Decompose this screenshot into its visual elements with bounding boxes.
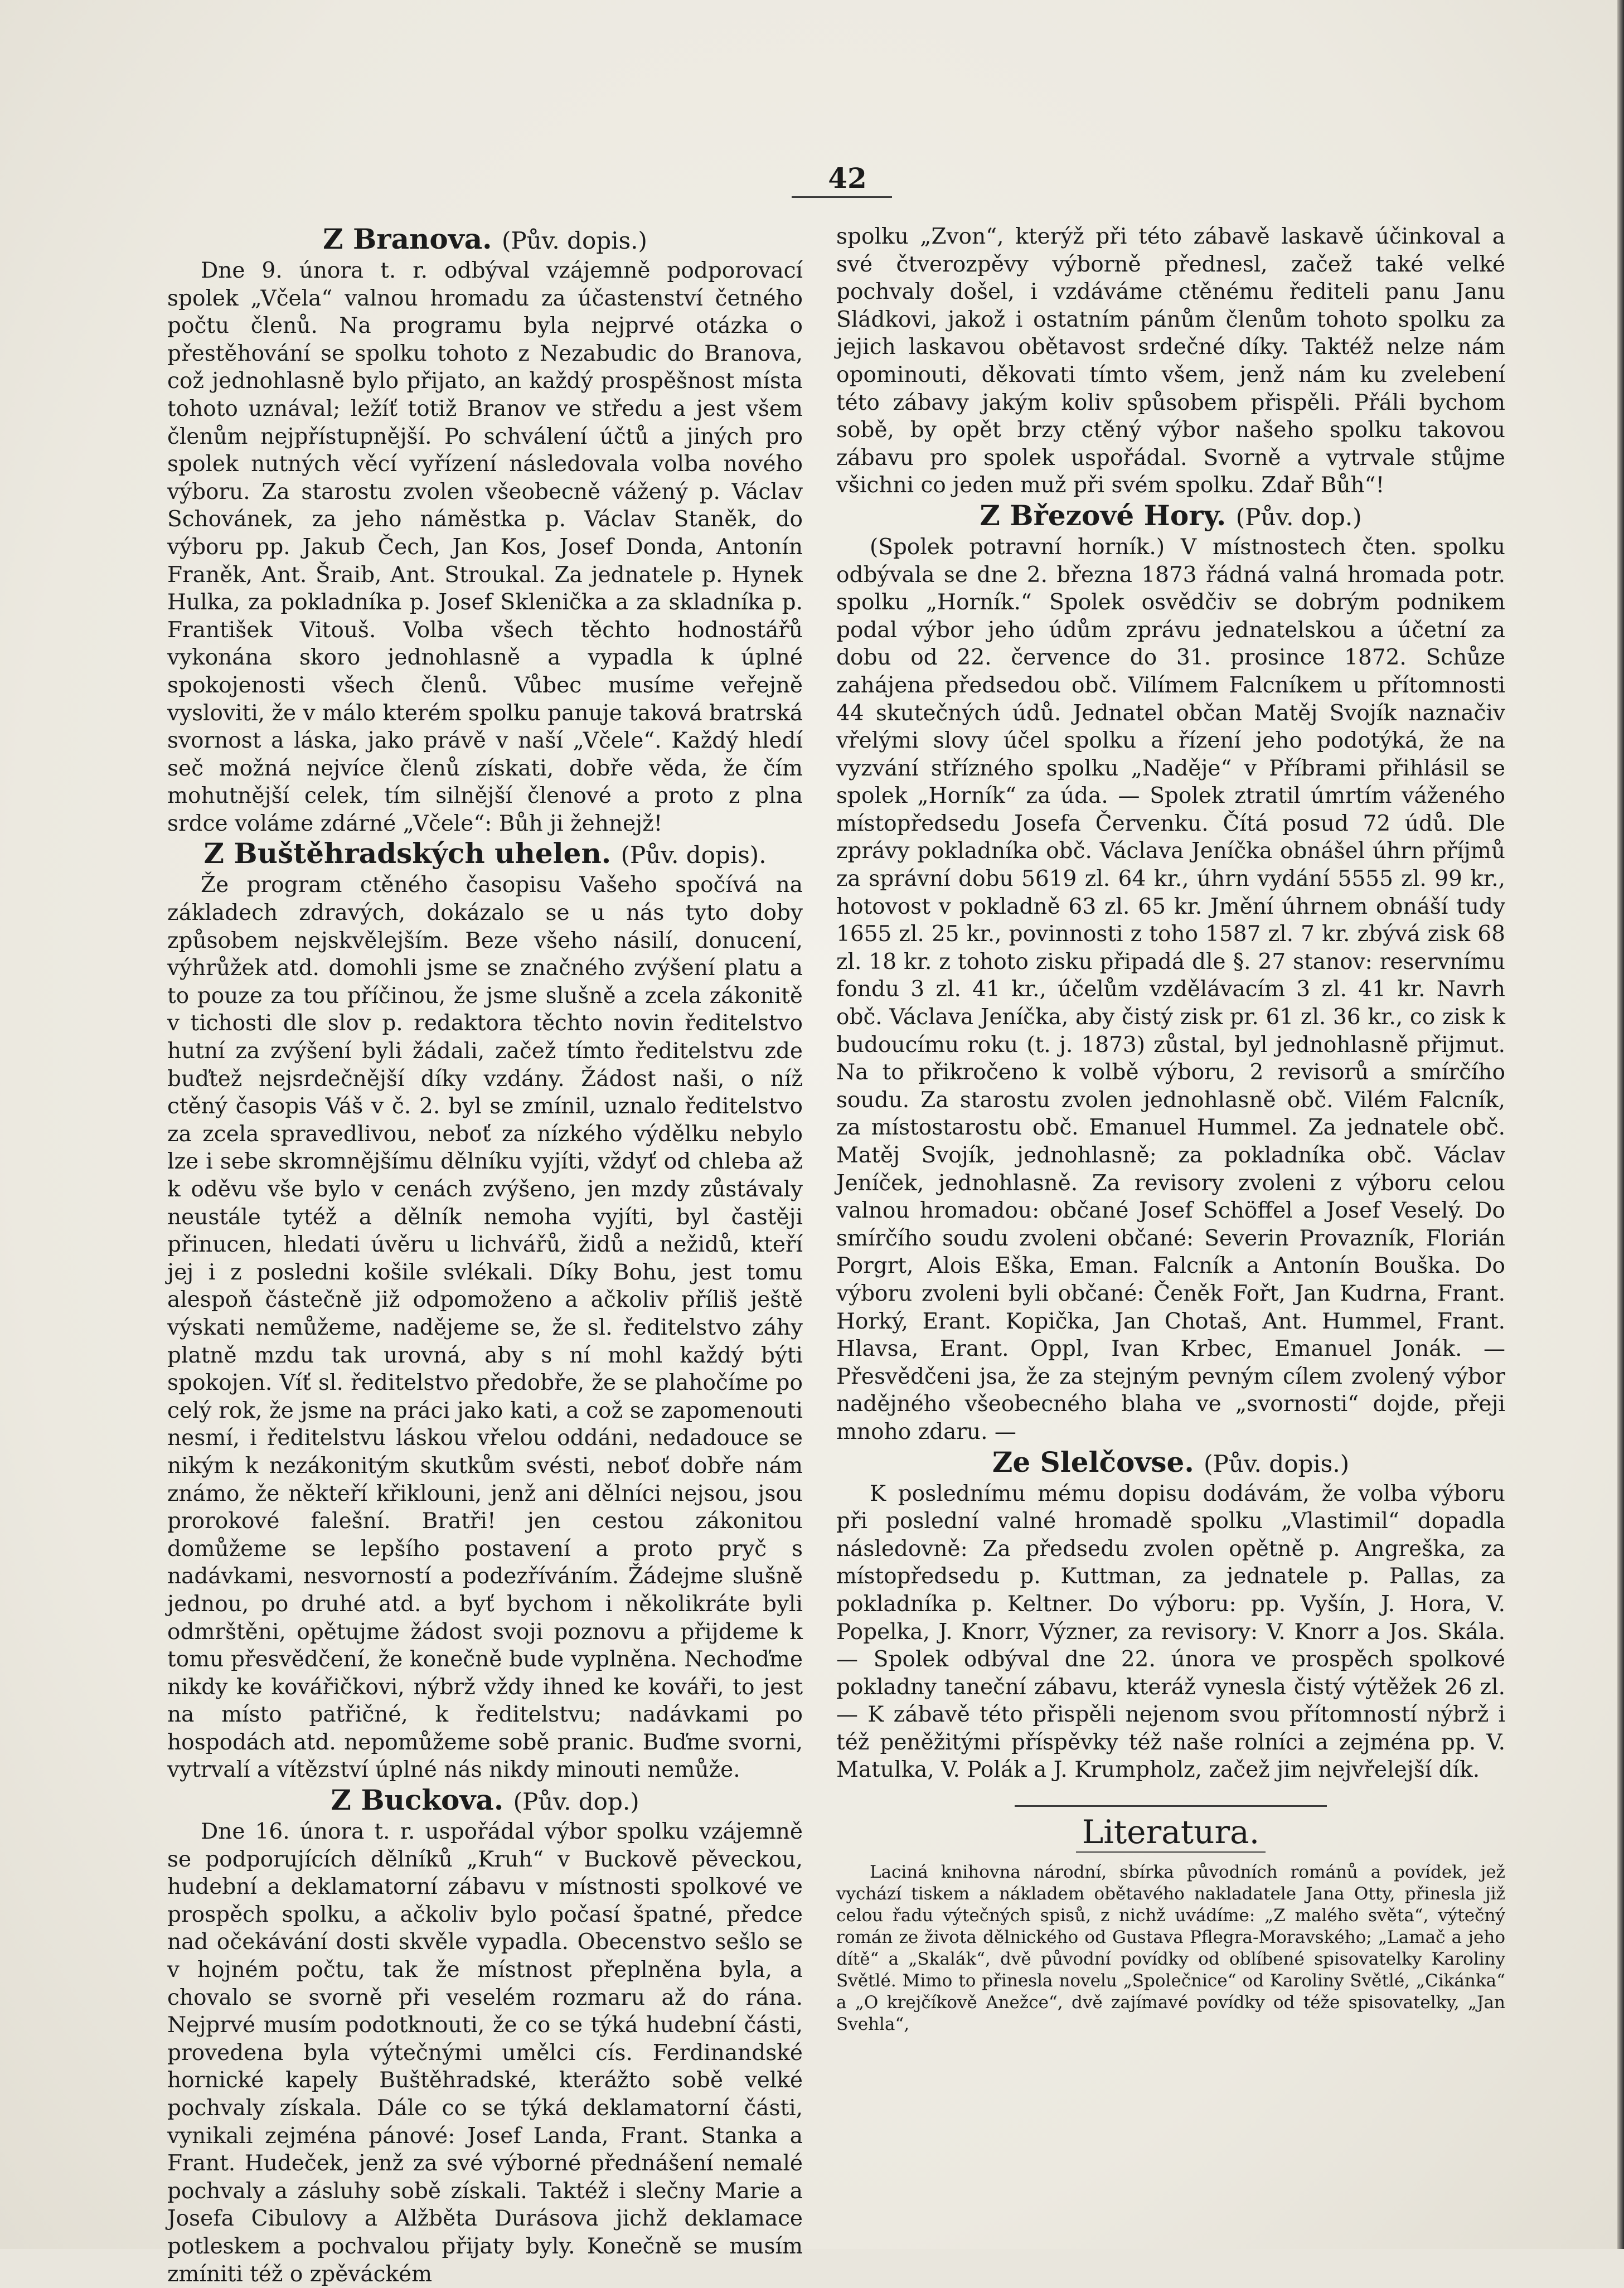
heading-title: Z Buckova. [331, 1783, 504, 1817]
section-heading-buckov [167, 1784, 803, 1818]
section-heading-bustehrad [167, 837, 803, 871]
right-column [836, 223, 1505, 2035]
article-slelcovse: K poslednímu mému dopisu dodávám, že volba výboru při poslední valné hromadě spolku „Vlastimil“ dopadla následovně: Za předsedu zvolen opětně p. Angreška, za místopředsedu p. Kuttman, za jednatele p. Pallas, za pokladníka p. Keltner. Do výboru: pp. Vyšín, J. Hora, V. Popelka, J. Knorr, Význer, za revisory: V. Knorr a Jos. Skála. — Spolek odbýval dne 22. února ve prospěch spolkové pokladny taneční zábavu, kteráž vynesla čistý výtěžek 26 zl. — K zábavě této přispěli nejenom svou přítomností nýbrž i též peněžitými příspěvky též naše rolníci a zejména pp. V. Matulka, V. Polák a J. Krumpholz, začež jim nejvřelejší dík. [836, 1481, 1505, 1783]
literature-title: Literatura. [1082, 1813, 1260, 1851]
article-brezove-hory: (Spolek potravní horník.) V místnostech čten. spolku odbývala se dne 2. března 1873 řádná valná hromada potr. spolku „Horník.“ Spolek osvědčiv se dobrým podnikem podal výbor jeho údům zprávu jednatelskou a účetní za dobu od 22. července do 31. prosince 1872. Schůze zahájena předsedou obč. Vilímem Falcníkem u přítomnosti 44 skutečných údů. Jednatel občan Matěj Svojík naznačiv vřelými slovy účel spolku a řízení jeho podotýká, že na vyzvání střízného spolku „Naděje“ v Příbrami přihlásil se spolek „Horník“ za úda. — Spolek ztratil úmrtím váženého místopředsedu Josefa Červenku. Čítá posud 72 údů. Dle zprávy pokladníka obč. Václava Jeníčka obnášel úhrn příjmů za správní dobu 5619 zl. 64 kr., úhrn vydání 5555 zl. 99 kr., hotovost v pokladně 63 zl. 65 kr. Jmění úhrnem obnáší tudy 1655 zl. 25 kr., povinnosti z toho 1587 zl. 7 kr. zbývá zisk 68 zl. 18 kr. z tohoto zisku připadá dle §. 27 stanov: reservnímu fondu 3 zl. 41 kr., účelům vzdělávacím 3 zl. 41 kr. Navrh obč. Václava Jeníčka, aby čistý zisk pr. 61 zl. 36 kr., co zisk k budoucímu roku (t. j. 1873) zůstal, byl jednohlasně přijmut. Na to přikročeno k volbě výboru, 2 revisorů a smírčího soudu. Za starostu zvolen jednohlasně obč. Vilém Falcník, za místostarostu obč. Emanuel Hummel. Za jednatele obč. Matěj Svojík, jednohlasně; za pokladníka obč. Václav Jeníček, jednohlasně. Za revisory zvoleni z výboru celou valnou hromadou: občané Josef Schöffel a Josef Veselý. Do smírčího soudu zvoleni občané: Severin Provazník, Florián Porgrt, Alois Eška, Eman. Falcník a Antonín Bouška. Do výboru zvoleni byli občané: Čeněk Fořt, Jan Kudrna, Frant. Horký, Erant. Kopička, Jan Chotaš, Ant. Hummel, Frant. Hlavsa, Erant. Oppl, Ivan Krbec, Emanuel Jonák. — Přesvědčeni jsa, že za stejným pevným cílem zvolený výbor nadějného všeobecného blaha ve „svornosti“ dojde, přeji mnoho zdaru. — [836, 534, 1505, 1444]
scan-edge [1617, 0, 1624, 2249]
heading-title: Z Buštěhradských uhelen. [203, 837, 612, 870]
article-branov: Dne 9. února t. r. odbýval vzájemně podporovací spolek „Včela“ valnou hromadu za účastenství četného počtu členů. Na programu byla nejprvé otázka o přestěhování se spolku tohoto z Nezabudic do Branova, což jednohlasně bylo přijato, an každý prospěšnost místa tohoto uznával; ležíť totiž Branov ve středu a jest všem členům nejpřístupnější. Po schválení účtů a jiných pro spolek nutných věcí vyřízení následovala volba nového výboru. Za starostu zvolen všeobecně vážený p. Václav Schovánek, za jeho náměstka p. Václav Staněk, do výboru pp. Jakub Čech, Jan Kos, Josef Donda, Antonín Franěk, Ant. Šraib, Ant. Stroukal. Za jednatele p. Hynek Hulka, za pokladníka p. Josef Sklenička a za skladníka p. František Vitouš. Volba všech těchto hodnostářů vykonána skoro jednohlasně a vypadla k úplné spokojenosti všech členů. Vůbec musíme veřejně vysloviti, že v málo kterém spolku panuje taková bratrská svornost a láska, jako právě v naší „Včele“. Každý hledí seč možná nejvíce členů získati, dobře věda, že čím mohutnější celek, tím silnější členové a proto z plna srdce voláme zdárné „Včele“: Bůh ji žehnejž! [167, 258, 803, 836]
heading-source: (Pův. dopis). [620, 841, 767, 869]
literature-text: Laciná knihovna národní, sbírka původních románů a povídek, jež vychází tiskem a nákladem obětavého nakladatele Jana Otty, přinesla již celou řadu výtečných spisů, z nichž uvádíme: „Z malého světa“, výtečný román ze života dělnického od Gustava Pflegra-Moravského; „Lamač a jeho dítě“ a „Skalák“, dvě původní povídky od oblíbené spisovatelky Karoliny Světlé. Mimo to přinesla novelu „Společnice“ od Karoliny Světlé, „Cikánka“ a „O krejčíkově Anežce“, dvě zajímavé povídky od téže spisovatelky, „Jan Svehla“, [836, 1862, 1505, 2035]
heading-source: (Pův. dopis.) [1204, 1450, 1350, 1477]
section-heading-branov [167, 223, 803, 257]
article-bustehrad: Že program ctěného časopisu Vašeho spočívá na základech zdravých, dokázalo se u nás tyto doby způsobem nejskvělejším. Beze všeho násilí, donucení, výhrůžek atd. domohli jsme se značného zvýšení platu a to pouze za tou příčinou, že jsme slušně a zcela zákonitě v tichosti dle slov p. redaktora těchto novin ředitelstvo hutní za zvýšení byli žádali, začež tímto ředitelstvu zde buďtež nejsrdečnější díky vzdány. Žádost naši, o níž ctěný časopis Váš v č. 2. byl se zmínil, uznalo ředitelstvo za zcela spravedlivou, neboť za nízkého výdělku nebylo lze i sebe skromnějšímu dělníku vyjíti, vždyť od chleba až k oděvu vše bylo v cenách zvýšeno, jen mzdy zůstávaly neustále tytéž a dělník nemoha vyjíti, byl častěji přinucen, hledati úvěru u lichvářů, židů a nežidů, kteří jej i z posledni košile svlékali. Díky Bohu, jest tomu alespoň částečně již odpomoženo a ačkoliv příliš ještě výskati nemůžeme, nadějeme se, že sl. ředitelstvo záhy platně mzdu tak urovná, aby s ní mohl každý býti spokojen. Víť sl. ředitelstvo předobře, že se plahočíme po celý rok, že jsme na práci jako kati, a což se zapomenouti nesmí, i ředitelstvu láskou vřelou oddáni, nedadouce se nikým k nezákonitým skutkům svésti, neboť dobře nám známo, že někteří křiklouni, jenž ani dělníci nejsou, jsou prorokové falešní. Bratři! jen cestou zákonitou domůžeme se lepšího postavení a proto pryč s nadávkami, nesvorností a podezříváním. Žádejme slušně jednou, po druhé atd. a byť bychom i několikráte byli odmrštěni, opětujme žádost svoji poznovu a přijdeme k tomu přesvědčení, že konečně bude vyplněna. Nechoďme nikdy ke kovářičkovi, nýbrž vždy ihned ke kováři, to jest na místo patřičné, k ředitelstvu; nadávkami po hospodách atd. nepomůžeme sobě pranic. Buďme svorni, vytrvalí a vítězství úplné nás nikdy minouti nemůže. [167, 872, 803, 1783]
left-column [167, 223, 803, 2288]
heading-title: Ze Slelčovse. [992, 1445, 1194, 1479]
heading-source: (Pův. dop.) [1235, 503, 1362, 531]
article-buckov: Dne 16. února t. r. uspořádal výbor spolku vzájemně se podporujících dělníků „Kruh“ v Buckově pěveckou, hudební a deklamatorní zábavu v místnosti spolkové ve prospěch spolku, a ačkoliv bylo počasí špatné, předce nad očekávání dosti skvěle vypadla. Obecenstvo sešlo se v hojném počtu, tak že místnost přeplněna byla, a chovalo se svorně při veselém rozmaru až do rána. Nejprvé musím podotknouti, že co se týká hudební části, provedena byla výtečnými umělci cís. Ferdinandské hornické kapely Buštěhradské, kterážto sobě velké pochvaly získala. Dále co se týká deklamatorní části, vynikali zejména pánové: Josef Landa, Frant. Stanka a Frant. Hudeček, jenž za své výborné přednášení nemalé pochvaly a zásluhy sobě získali. Taktéž i slečny Marie a Josefa Cibulovy a Alžběta Durásova jichž deklamace potleskem a pochvalou přijaty byly. Konečně se musím zmíniti též o zpěváckém [167, 1819, 803, 2287]
page-number: 42 [828, 162, 867, 195]
article-buckov-continued: spolku „Zvon“, kterýž při této zábavě laskavě účinkoval a své čtverozpěvy výborně přednesl, začež také velké pochvaly došel, i vzdáváme ctěnému řediteli panu Janu Sládkovi, jakož i ostatním pánům členům tohoto spolku za jejich laskavou obětavost srdečné díky. Taktéž nelze nám opominouti, děkovati tímto všem, jenž nám ku zvelebení této zábavy jakým koliv spůsobem přispěli. Přáli bychom sobě, by opět brzy ctěný výbor našeho spolku takovou zábavu pro spolek uspořádal. Svorně a vytrvale stůjme všichni co jeden muž při svém spolku. Zdař Bůh“! [836, 224, 1505, 498]
heading-title: Z Branova. [323, 222, 492, 255]
heading-source: (Pův. dopis.) [501, 227, 647, 254]
heading-title: Z Březové Hory. [980, 498, 1227, 532]
page-number-rule [792, 196, 892, 198]
section-heading-brezove-hory [836, 500, 1505, 534]
section-heading-slelcovse [836, 1446, 1505, 1480]
literature-top-rule [1015, 1805, 1327, 1807]
literature-bottom-rule [1076, 1851, 1266, 1853]
heading-source: (Pův. dop.) [513, 1788, 639, 1816]
